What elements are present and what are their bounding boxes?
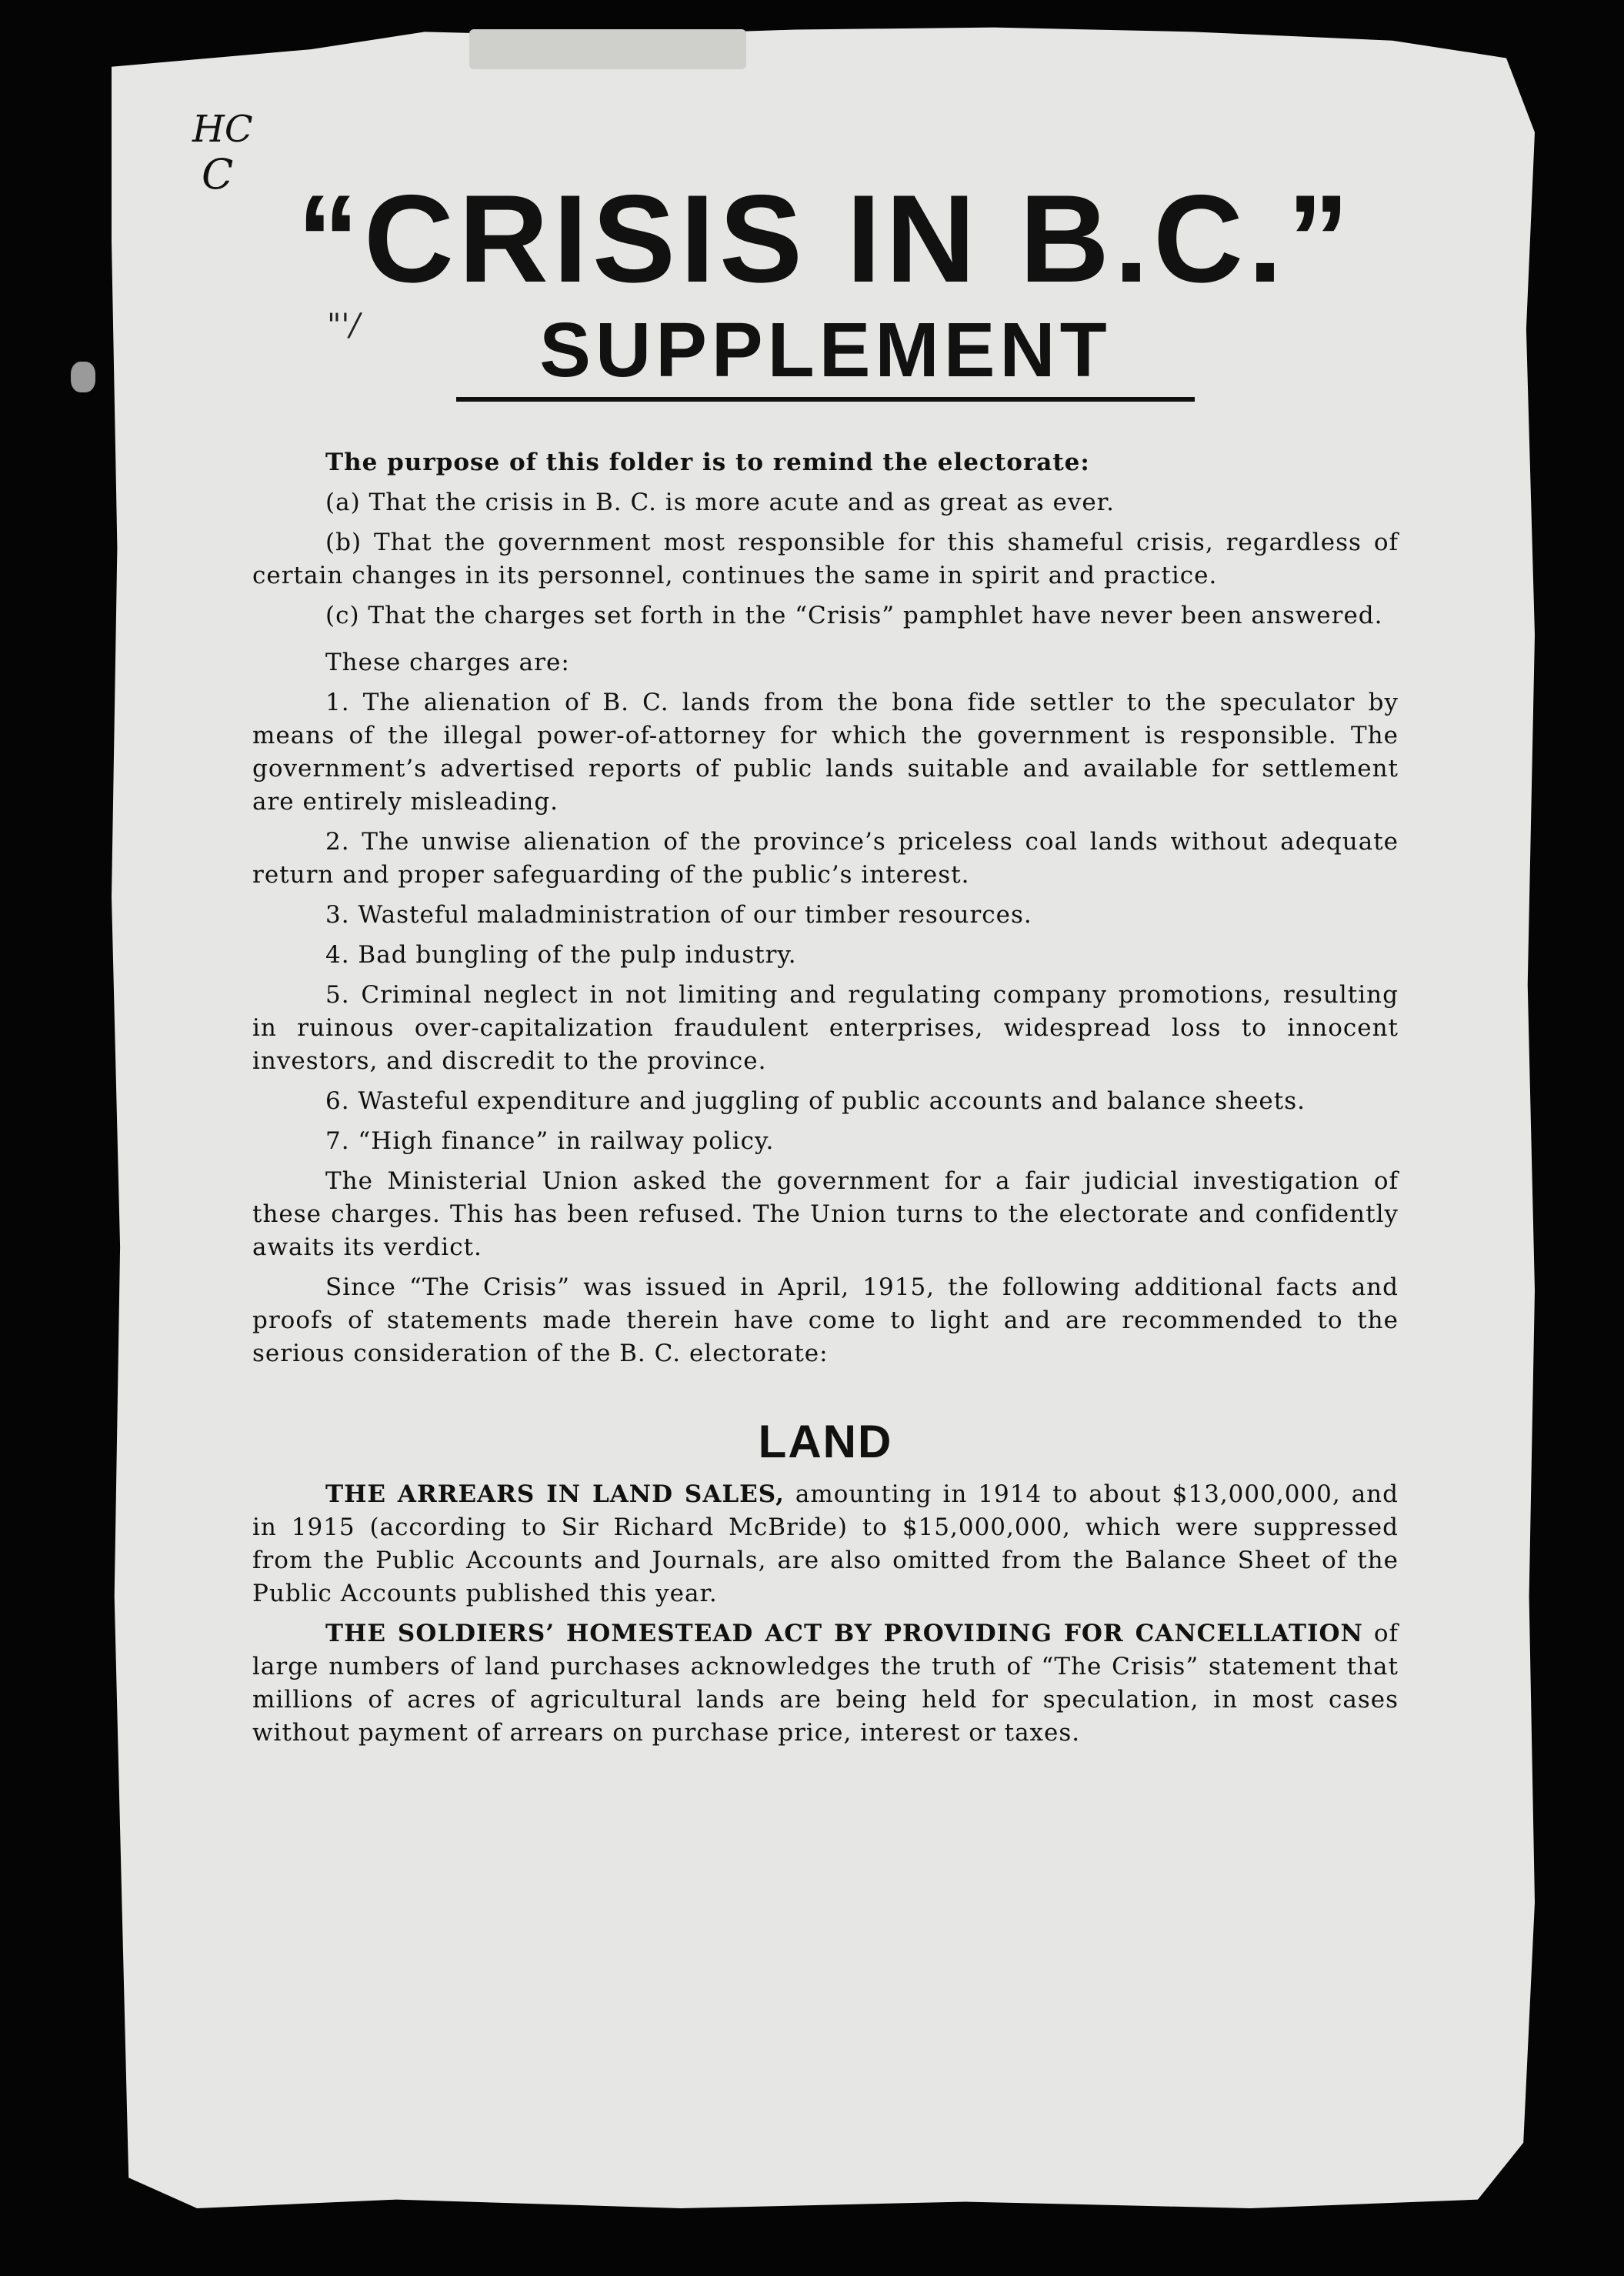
charge-item: 2. The unwise alienation of the province’s priceless coal lands without adequate return and proper safeguarding of the public’s interest. xyxy=(252,828,1399,889)
handwritten-note: HC xyxy=(192,108,253,151)
land-paragraph-2 xyxy=(252,1617,1399,1750)
intro-item-b: (b) That the government most responsible for this shameful crisis, regardless of certain changes in its personnel, continues the same in spirit and practice. xyxy=(252,529,1399,589)
charge-item: 3. Wasteful maladministration of our timber resources. xyxy=(325,901,1032,929)
since-paragraph: Since “The Crisis” was issued in April, 1915, the following additional facts and proofs of statements made therein have come to light and are recommended to the serious consideration of the B. C. electorate: xyxy=(252,1273,1399,1367)
handwritten-note-2: C xyxy=(202,150,234,199)
intro-lead: The purpose of this folder is to remind the electorate: xyxy=(325,449,1090,476)
charge-item: 6. Wasteful expenditure and juggling of public accounts and balance sheets. xyxy=(325,1087,1306,1115)
charge-item: 1. The alienation of B. C. lands from the bona fide settler to the speculator by means of the illegal power-of-attorney for which the government is responsible. The government’s advertised reports of public lands suitable and available for settlement are entirely misleading. xyxy=(252,689,1399,816)
title-underline xyxy=(456,397,1195,402)
land-paragraph-1 xyxy=(252,1478,1399,1610)
land-paragraph-1-text: amounting in 1914 to about $13,000,000, and in 1915 (according to Sir Richard McBride) to $15,000,000, which were suppressed from the Public Accounts and Journals, are also omitted from the Balance Sheet of the Public Accounts published this year. xyxy=(252,1480,1399,1607)
land-paragraph-2-text: of large numbers of land purchases acknowledges the truth of “The Crisis” statement that millions of acres of agricultural lands are being held for speculation, in most cases without payment of arrears on purchase price, interest or taxes. xyxy=(252,1620,1399,1747)
land-paragraph-2-lead: THE SOLDIERS’ HOMESTEAD ACT BY PROVIDING FOR CANCELLATION xyxy=(325,1620,1363,1647)
charges-heading: These charges are: xyxy=(325,649,570,676)
document-subtitle: SUPPLEMENT xyxy=(539,307,1112,393)
torn-edge xyxy=(469,29,746,69)
ditto-mark: "'/ xyxy=(327,308,360,343)
document-title: “CRISIS IN B.C.” xyxy=(296,169,1355,309)
charge-item: 4. Bad bungling of the pulp industry. xyxy=(325,941,797,969)
paper-speck xyxy=(71,362,95,392)
intro-item-a: (a) That the crisis in B. C. is more acute and as great as ever. xyxy=(325,489,1115,516)
section-heading-land: LAND xyxy=(758,1416,893,1467)
land-paragraph-1-lead: THE ARREARS IN LAND SALES, xyxy=(325,1480,785,1508)
document-body xyxy=(252,169,1399,1757)
union-paragraph: The Ministerial Union asked the government for a fair judicial investigation of these charges. This has been refused. The Union turns to the electorate and confidently awaits its verdict. xyxy=(252,1167,1399,1261)
text-body xyxy=(252,446,1399,1750)
charge-item: 7. “High finance” in railway policy. xyxy=(325,1127,775,1155)
charge-item: 5. Criminal neglect in not limiting and regulating company promotions, resulting in ruinous over-capitalization fraudulent enterprises, widespread loss to innocent investors, and discredit to the province. xyxy=(252,981,1399,1075)
intro-item-c: (c) That the charges set forth in the “Crisis” pamphlet have never been answered. xyxy=(325,602,1383,629)
